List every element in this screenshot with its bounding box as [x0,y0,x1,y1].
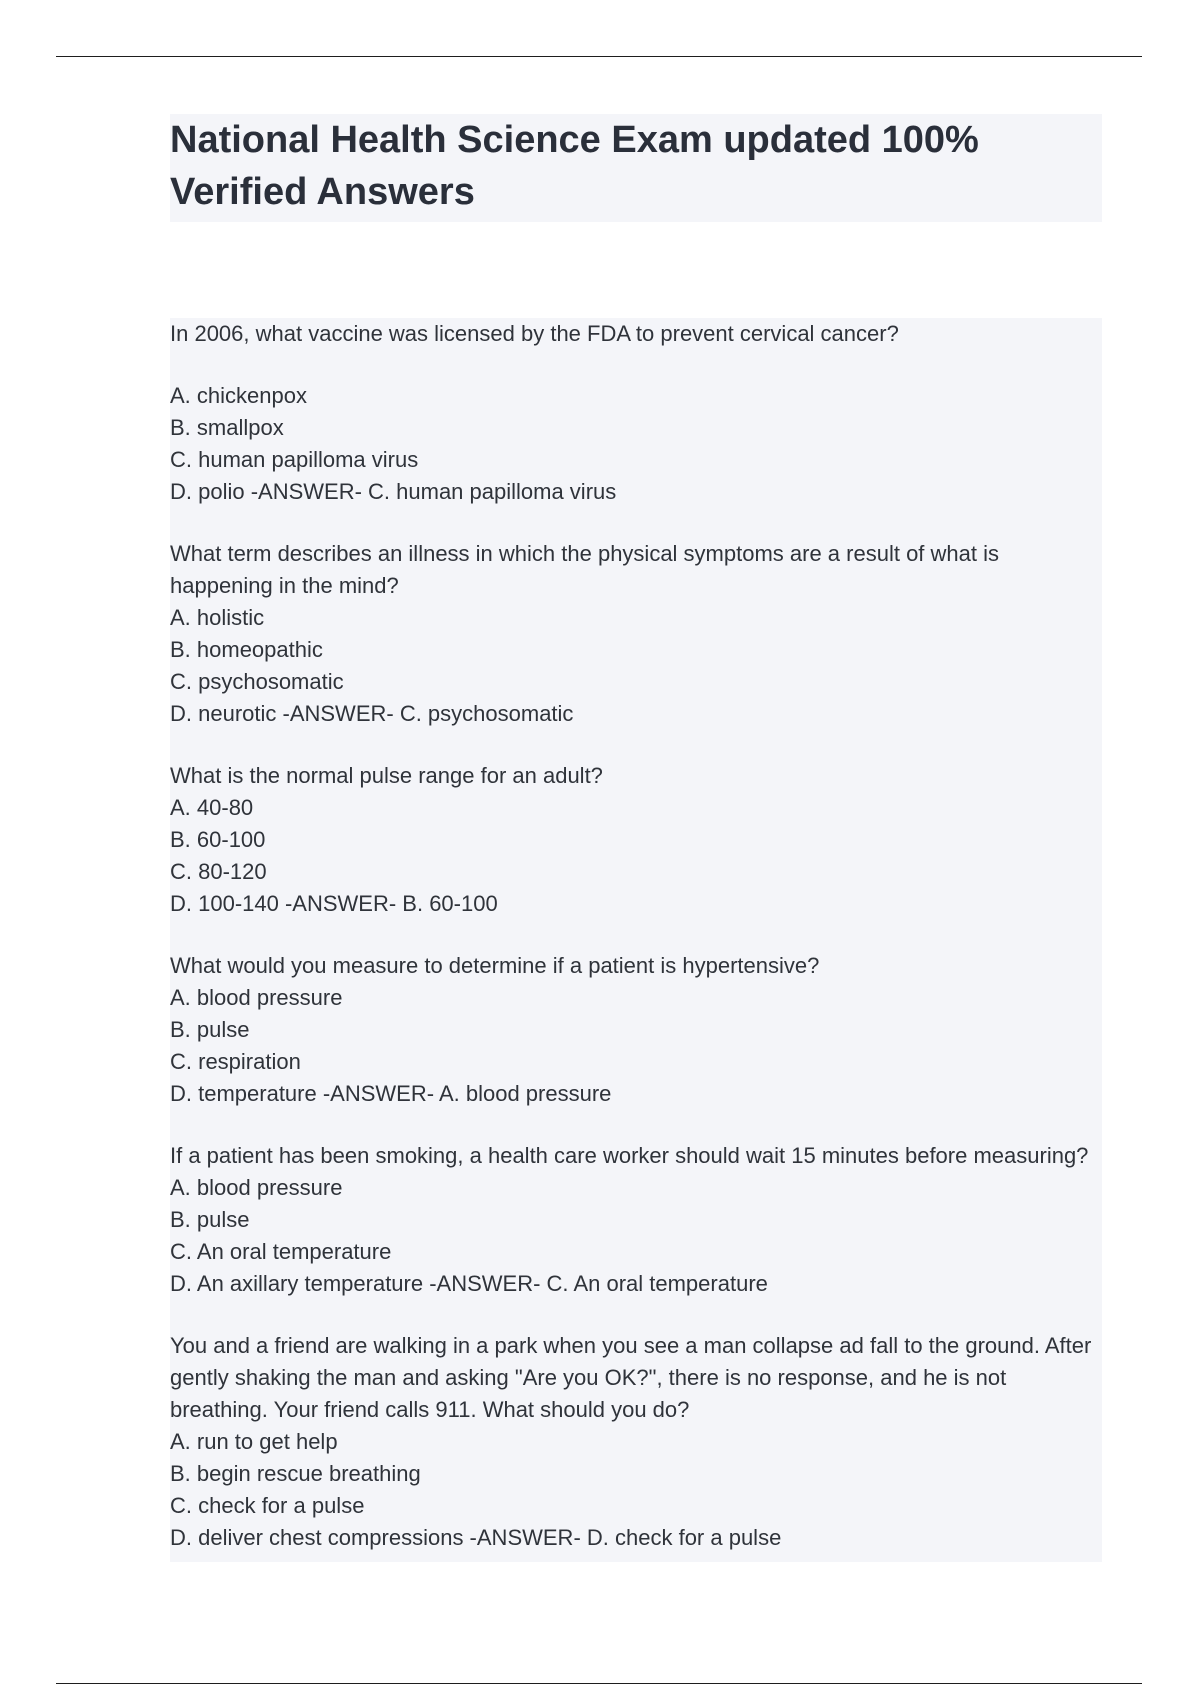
answer-option-with-key: D. temperature -ANSWER- A. blood pressure [170,1081,612,1106]
answer-option-with-key: D. neurotic -ANSWER- C. psychosomatic [170,701,574,726]
question-block [170,318,1102,508]
answer-option: C. 80-120 [170,859,267,884]
question-text: You and a friend are walking in a park when you see a man collapse ad fall to the ground. After gently shaking the man and asking "Are you OK?", there is no response, and he is not breathing. Your friend calls 911. What should you do? [170,1333,1092,1422]
answer-option: B. begin rescue breathing [170,1461,421,1486]
answer-option: B. pulse [170,1207,250,1232]
question-spacer [170,350,1102,380]
answer-option: A. chickenpox [170,383,307,408]
answer-option-with-key: D. polio -ANSWER- C. human papilloma virus [170,479,617,504]
answer-option: C. psychosomatic [170,669,344,694]
question-block [170,760,1102,920]
answer-option-with-key: D. 100-140 -ANSWER- B. 60-100 [170,891,498,916]
answer-option: A. 40-80 [170,795,254,820]
document-title: National Health Science Exam updated 100% Verified Answers [170,119,979,213]
answer-option-with-key: D. An axillary temperature -ANSWER- C. An oral temperature [170,1271,768,1296]
answer-option: A. holistic [170,605,265,630]
answer-option: A. run to get help [170,1429,338,1454]
answer-option: C. check for a pulse [170,1493,365,1518]
question-text: If a patient has been smoking, a health care worker should wait 15 minutes before measuring? [170,1143,1089,1168]
question-block [170,950,1102,1110]
question-text: In 2006, what vaccine was licensed by the FDA to prevent cervical cancer? [170,321,899,346]
answer-option: C. respiration [170,1049,301,1074]
answer-option: A. blood pressure [170,985,343,1010]
answer-option: B. pulse [170,1017,250,1042]
question-block [170,538,1102,730]
answer-option: B. homeopathic [170,637,323,662]
footer-rule [56,1683,1142,1684]
question-block [170,1330,1102,1554]
question-text: What term describes an illness in which the physical symptoms are a result of what is happening in the mind? [170,541,999,598]
question-block [170,1140,1102,1300]
header-rule [56,56,1142,57]
answer-option-with-key: D. deliver chest compressions -ANSWER- D. check for a pulse [170,1525,782,1550]
answer-option: B. smallpox [170,415,284,440]
answer-option: B. 60-100 [170,827,266,852]
answer-option: C. An oral temperature [170,1239,392,1264]
answer-option: A. blood pressure [170,1175,343,1200]
answer-option: C. human papilloma virus [170,447,419,472]
question-text: What is the normal pulse range for an adult? [170,763,603,788]
question-text: What would you measure to determine if a patient is hypertensive? [170,953,820,978]
question-list [170,318,1102,1562]
title-block [170,114,1102,222]
